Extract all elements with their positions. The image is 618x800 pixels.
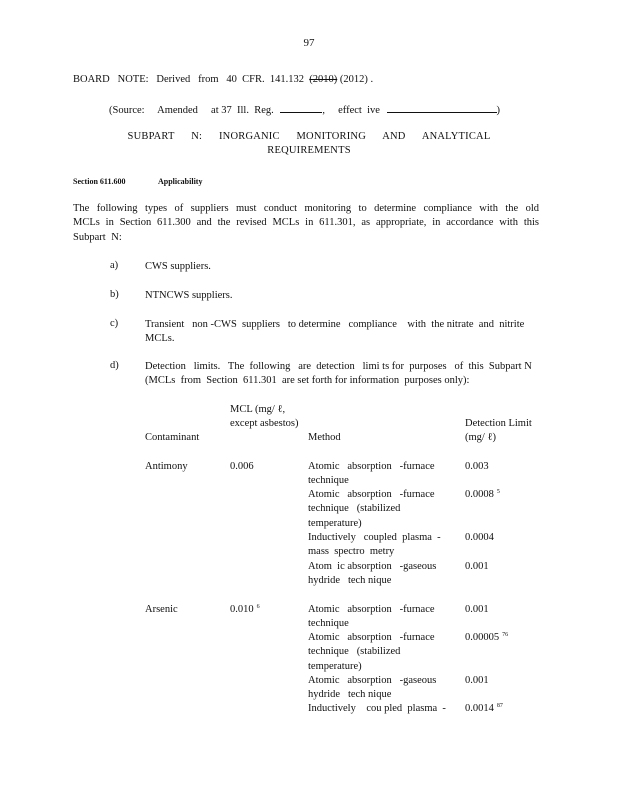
table-cell-limit: 0.003 (465, 461, 489, 472)
table-cell-method: Atomic absorption -furnace technique (stabilized temperature) (308, 632, 438, 672)
table-cell-method: Atom ic absorption -gaseous hydride tech nique (308, 561, 439, 587)
board-note (73, 74, 373, 85)
source-close: ) (496, 105, 501, 116)
item-text-d: Detection limits. The following are detection limi ts for purposes of this Subpart N (MCLs from Section 611.301 are set forth for information purposes only): (145, 361, 535, 386)
board-note-text: BOARD NOTE: Derived from 40 CFR. 141.132 (73, 74, 310, 85)
page-number: 97 (303, 37, 315, 49)
table-cell-limit: 0.001 (465, 561, 489, 572)
table-cell-method: Atomic absorption -gaseous hydride tech nique (308, 675, 439, 701)
table-cell-limit: 0.0008 $^5$ (465, 488, 500, 500)
item-letter-b: b) (110, 289, 119, 300)
item-text-c: Transient non -CWS suppliers to determine compliance with the nitrate and nitrite MCLs. (145, 319, 527, 344)
register-blank (280, 103, 322, 113)
table-cell-method: Atomic absorption -furnace technique (308, 461, 438, 487)
header-detection-limit: Detection Limit (mg/ ℓ) (465, 418, 532, 444)
table-cell-limit: 0.001 (465, 604, 489, 615)
table-cell-mcl: 0.006 (230, 461, 254, 472)
effective-date-blank (387, 103, 497, 113)
table-cell-method: Atomic absorption -furnace technique (308, 604, 438, 630)
table-cell-method: Atomic absorption -furnace technique (stabilized temperature) (308, 489, 438, 529)
subpart-title-line2: REQUIREMENTS (267, 145, 351, 156)
item-letter-a: a) (110, 260, 119, 271)
board-note-struck-year: (2010) (309, 74, 338, 85)
header-contaminant: Contaminant (145, 432, 200, 443)
intro-paragraph: The following types of suppliers must conduct monitoring to determine compliance with the old MCLs in Section 611.300 and the revised MCLs in 611.301, as appropriate, in accordance with this Subpart N: (73, 203, 539, 243)
header-method: Method (308, 432, 341, 443)
table-cell-limit: 0.00005 $^{76}$ (465, 631, 509, 643)
table-cell-limit: 0.0014 $^{87}$ (465, 702, 503, 714)
table-cell-contaminant: Antimony (145, 461, 188, 472)
source-line (109, 103, 500, 116)
item-letter-d: d) (110, 360, 119, 371)
table-cell-method: Inductively cou pled plasma - (308, 703, 446, 714)
item-letter-c: c) (110, 318, 119, 329)
section-number: Section 611.600 (73, 177, 126, 186)
item-text-b: NTNCWS suppliers. (145, 290, 233, 301)
subpart-title-line1: SUBPART N: INORGANIC MONITORING AND ANALYTICAL (127, 131, 491, 142)
source-text: (Source: Amended at 37 Ill. Reg. (109, 105, 274, 116)
table-cell-method: Inductively coupled plasma - mass spectro metry (308, 532, 444, 558)
board-note-new-year: (2012) . (339, 74, 374, 85)
header-mcl: MCL (mg/ ℓ, except asbestos) (230, 404, 299, 430)
item-text-a: CWS suppliers. (145, 261, 211, 272)
section-title: Applicability (158, 177, 203, 186)
table-cell-limit: 0.001 (465, 675, 489, 686)
effective-text: , effect ive (322, 105, 380, 116)
table-cell-mcl: 0.010 $^6$ (230, 603, 260, 615)
table-cell-limit: 0.0004 (465, 532, 494, 543)
table-cell-contaminant: Arsenic (145, 604, 178, 615)
